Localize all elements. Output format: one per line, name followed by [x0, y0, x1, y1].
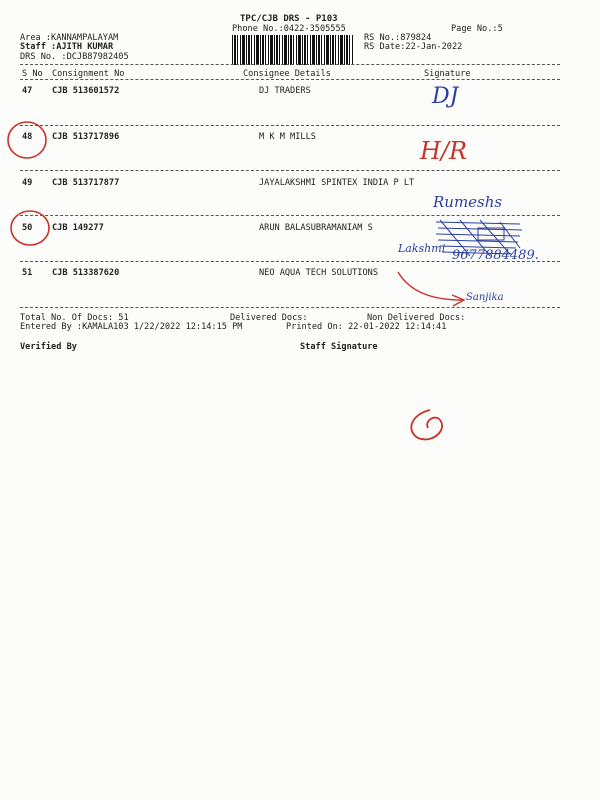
staff-label: Staff :AJITH KUMAR — [20, 42, 114, 52]
column-header-sno: S No — [22, 69, 43, 79]
phone-number: Phone No.:0422-3505555 — [232, 24, 346, 34]
staff-signature-label: Staff Signature — [300, 342, 378, 352]
row-sno: 47 — [22, 86, 33, 96]
signature-48: H/R — [420, 137, 468, 165]
document-title: TPC/CJB DRS - P103 — [240, 14, 338, 24]
row-consignee: JAYALAKSHMI SPINTEX INDIA P LT — [259, 178, 415, 188]
signature-50: Lakshmi — [398, 242, 446, 255]
red-scribble — [411, 410, 442, 439]
row-consignee: ARUN BALASUBRAMANIAM S — [259, 223, 373, 233]
row-consignee: M K M MILLS — [259, 132, 316, 142]
row-consignment: CJB 513601572 — [52, 86, 120, 96]
signature-51: Sanjika — [466, 292, 504, 303]
red-circle-48 — [8, 122, 46, 158]
page-number: Page No.:5 — [451, 24, 503, 34]
non-delivered-docs: Non Delivered Docs: — [367, 313, 466, 323]
signature-47: DJ — [432, 84, 459, 109]
rs-number: RS No.:879824 — [364, 33, 432, 43]
area-label: Area :KANNAMPALAYAM — [20, 33, 119, 43]
printed-on: Printed On: 22-01-2022 12:14:41 — [286, 322, 447, 332]
row-sno: 50 — [22, 223, 33, 233]
row-consignee: DJ TRADERS — [259, 86, 311, 96]
signature-49: Rumeshs — [433, 193, 503, 211]
row-consignment: CJB 513717896 — [52, 132, 120, 142]
drs-number: DRS No. :DCJB87982405 — [20, 52, 129, 62]
row-sno: 49 — [22, 178, 33, 188]
column-header-signature: Signature — [424, 69, 471, 79]
column-header-consignment: Consignment No — [52, 69, 125, 79]
row-consignment: CJB 149277 — [52, 223, 104, 233]
rs-date: RS Date:22-Jan-2022 — [364, 42, 463, 52]
row-sno: 51 — [22, 268, 33, 278]
row-sno: 48 — [22, 132, 33, 142]
total-docs: Total No. Of Docs: 51 — [20, 313, 129, 323]
row-consignment: CJB 513717877 — [52, 178, 120, 188]
row-consignee: NEO AQUA TECH SOLUTIONS — [259, 268, 378, 278]
phone-note-50: 9677884489. — [452, 248, 539, 263]
column-header-consignee: Consignee Details — [243, 69, 331, 79]
row-consignment: CJB 513387620 — [52, 268, 120, 278]
red-circle-50 — [11, 211, 49, 245]
verified-by-label: Verified By — [20, 342, 77, 352]
entered-by: Entered By :KAMALA103 1/22/2022 12:14:15 PM — [20, 322, 243, 332]
delivered-docs: Delivered Docs: — [230, 313, 308, 323]
